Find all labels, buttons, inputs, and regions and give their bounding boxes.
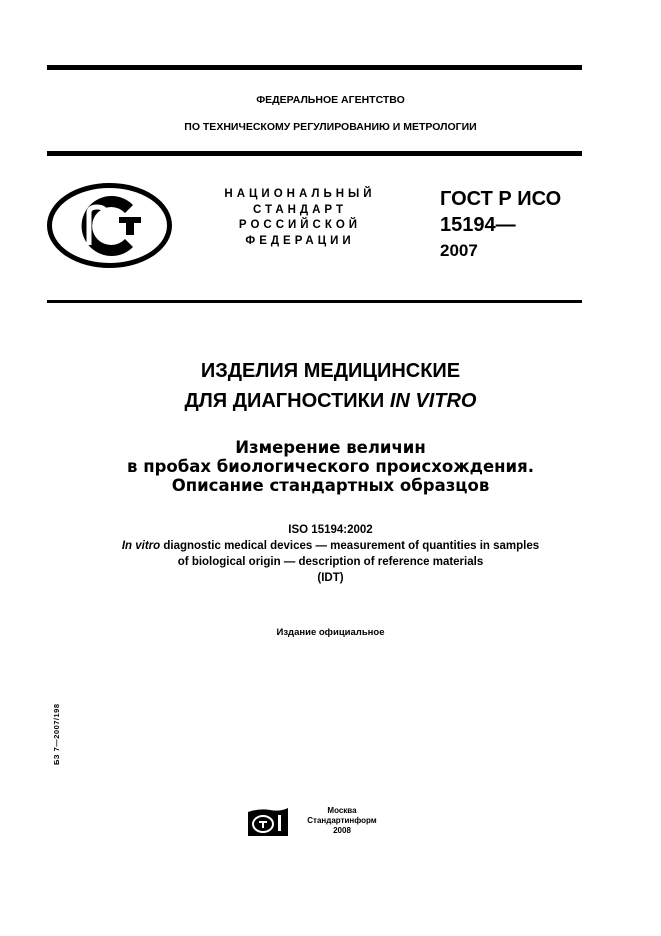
- publisher-city: Москва: [327, 806, 357, 815]
- subtitle-line-2: в пробах биологического происхождения.: [127, 457, 534, 476]
- agency-line-1: ФЕДЕРАЛЬНОЕ АГЕНТСТВО: [256, 94, 405, 106]
- iso-line-2-rest: diagnostic medical devices — measurement of quantities in samples: [160, 540, 540, 552]
- standartinform-logo-icon: [246, 806, 290, 838]
- designation-year: 2007: [440, 241, 478, 260]
- title-line-2: [0, 386, 661, 416]
- national-line-2: СТАНДАРТ: [253, 203, 347, 216]
- official-edition: Издание официальное: [276, 627, 385, 638]
- iso-reference: [0, 522, 661, 586]
- title-line-2-prefix: ДЛЯ ДИАГНОСТИКИ: [184, 390, 390, 412]
- side-code: БЗ 7—2007/198: [52, 703, 61, 765]
- iso-line-2-italic: In vitro: [121, 540, 161, 552]
- header-rule: [47, 151, 582, 156]
- top-rule: [47, 65, 582, 70]
- iso-code: ISO 15194:2002: [288, 524, 373, 536]
- document-subtitle: [0, 438, 661, 495]
- iso-line-4: (IDT): [317, 572, 344, 584]
- standard-designation: [440, 186, 561, 264]
- publisher-name: Стандартинформ: [307, 816, 377, 825]
- subtitle-line-1: Измерение величин: [235, 438, 426, 457]
- publisher-year: 2008: [333, 826, 351, 835]
- national-line-3: РОССИЙСКОЙ: [238, 219, 362, 231]
- designation-line-1: ГОСТ Р ИСО: [440, 188, 562, 210]
- national-line-4: ФЕДЕРАЦИИ: [245, 234, 355, 247]
- agency-line-2: ПО ТЕХНИЧЕСКОМУ РЕГУЛИРОВАНИЮ И МЕТРОЛОГИИ: [184, 121, 477, 133]
- document-title: [0, 356, 661, 416]
- national-line-1: НАЦИОНАЛЬНЫЙ: [224, 188, 376, 200]
- national-standard-label: [205, 187, 395, 249]
- title-line-2-italic: IN VITRO: [389, 390, 477, 412]
- designation-line-2: 15194—: [440, 214, 516, 236]
- rst-logo-icon: [47, 183, 172, 268]
- block-rule: [47, 300, 582, 303]
- iso-line-2: [0, 538, 661, 554]
- publisher-info: [296, 806, 388, 836]
- subtitle-line-3: Описание стандартных образцов: [171, 476, 490, 495]
- title-line-1: ИЗДЕЛИЯ МЕДИЦИНСКИЕ: [200, 360, 461, 382]
- iso-line-3: of biological origin — description of reference materials: [177, 556, 484, 568]
